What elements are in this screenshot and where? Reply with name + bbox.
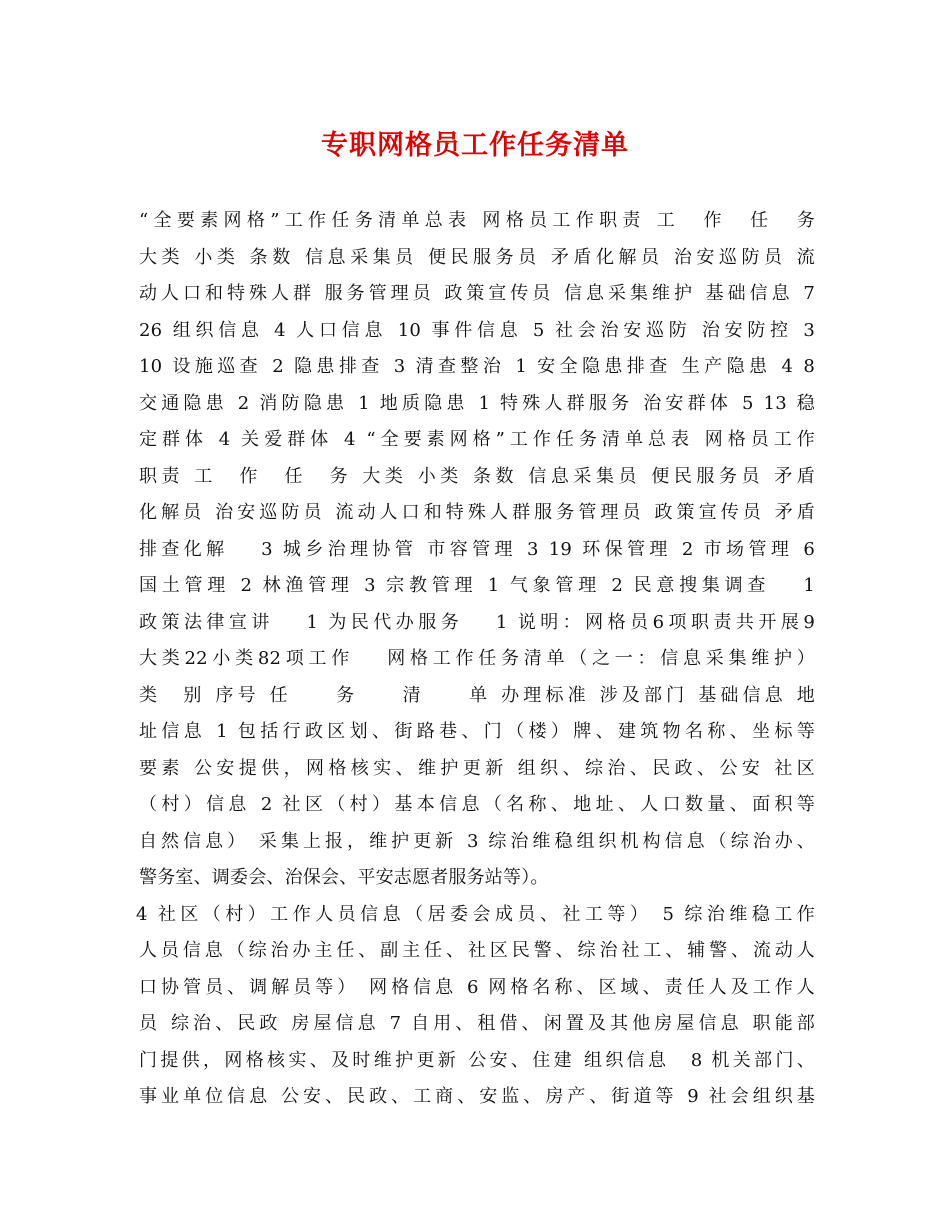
body-line: 定群体 4 关爱群体 4 “全要素网格”工作任务清单总表 网格员工作	[139, 429, 815, 450]
body-line: 职责 工 作 任 务 大类 小类 条数 信息采集员 便民服务员 矛盾	[139, 465, 815, 487]
body-line: 类 别 序号 任 务 清 单 办理标准 涉及部门 基础信息 地	[139, 684, 815, 706]
body-line: 要素 公安提供，网格核实、维护更新 组织、综治、民政、公安 社区	[139, 757, 815, 779]
body-line: 人员信息（综治办主任、副主任、社区民警、综治社工、辅警、流动人	[139, 940, 815, 961]
body-line: 动人口和特殊人群 服务管理员 政策宣传员 信息采集维护 基础信息 7	[139, 283, 815, 304]
body-line: （村）信息 2 社区（村）基本信息（名称、地址、人口数量、面积等	[139, 794, 815, 815]
body-line: 国土管理 2 林渔管理 3 宗教管理 1 气象管理 2 民意搜集调查 1	[139, 575, 815, 596]
body-line: 口协管员、调解员等） 网格信息 6 网格名称、区域、责任人及工作人	[139, 976, 815, 998]
body-line: 交通隐患 2 消防隐患 1 地质隐患 1 特殊人群服务 治安群体 5 13 稳	[139, 392, 815, 414]
body-line: 大类22小类82项工作 网格工作任务清单（之一：信息采集维护）	[139, 648, 815, 669]
body-line: 址信息 1 包括行政区划、街路巷、门（楼）牌、建筑物名称、坐标等	[139, 721, 815, 742]
body-line: 门提供，网格核实、及时维护更新 公安、住建 组织信息 8 机关部门、	[139, 1049, 815, 1071]
document-title: 专职网格员工作任务清单	[321, 130, 629, 161]
body-line: 大类 小类 条数 信息采集员 便民服务员 矛盾化解员 治安巡防员 流	[139, 246, 815, 268]
body-line: 警务室、调委会、治保会、平安志愿者服务站等）。	[139, 867, 549, 888]
body-line: 化解员 治安巡防员 流动人口和特殊人群服务管理员 政策宣传员 矛盾	[139, 502, 815, 523]
body-line: 员 综治、民政 房屋信息 7 自用、租借、闲置及其他房屋信息 职能部	[139, 1013, 815, 1034]
body-line: 4 社区（村）工作人员信息（居委会成员、社工等） 5 综治维稳工作	[136, 903, 815, 925]
body-line: 10 设施巡查 2 隐患排查 3 清查整治 1 安全隐患排查 生产隐患 4 8	[139, 356, 815, 377]
body-line: 自然信息） 采集上报，维护更新 3 综治维稳组织机构信息（综治办、	[139, 830, 815, 852]
body-line: 排查化解 3 城乡治理协管 市容管理 3 19 环保管理 2 市场管理 6	[139, 538, 815, 560]
body-line: 政策法律宣讲 1 为民代办服务 1 说明：网格员6项职责共开展9	[139, 611, 815, 633]
body-line: “全要素网格”工作任务清单总表 网格员工作职责 工 作 任 务	[139, 210, 815, 231]
body-line: 26 组织信息 4 人口信息 10 事件信息 5 社会治安巡防 治安防控 3	[139, 319, 815, 341]
body-line: 事业单位信息 公安、民政、工商、安监、房产、街道等 9 社会组织基	[139, 1086, 815, 1107]
document-body	[136, 203, 815, 1116]
